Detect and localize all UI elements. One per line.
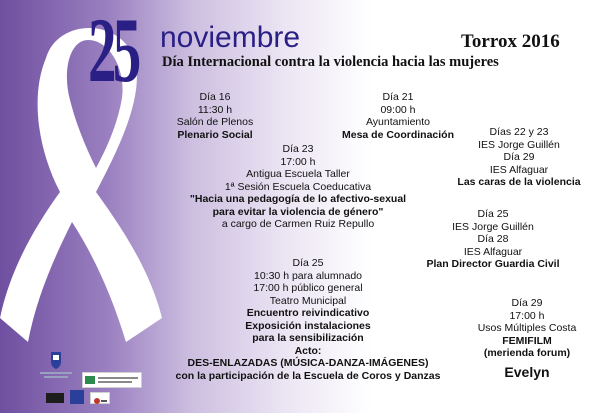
act-name: DES-ENLAZADAS (MÚSICA-DANZA-IMÁGENES)	[187, 357, 429, 369]
event-date: Días 22 y 23	[489, 126, 549, 138]
event-date: Día 29	[511, 297, 543, 309]
event-date: Día 21	[382, 91, 414, 103]
event-place: Antigua Escuela Taller	[246, 168, 350, 180]
film-title: Evelyn	[504, 364, 550, 380]
institutional-logo	[82, 372, 142, 388]
event-day-16	[165, 91, 265, 141]
event-title: Día Internacional contra la violencia hacia las mujeres	[162, 54, 499, 70]
event-line-2: Exposición instalaciones	[245, 319, 371, 332]
event-name: FEMIFILM	[502, 334, 552, 347]
talk-title-line-1: "Hacia una pedagogía de lo afectivo-sexual	[189, 193, 407, 205]
event-date: Día 16	[199, 91, 231, 103]
sponsor-mark-icon	[91, 396, 109, 406]
event-time-2: 17:00 h público general	[253, 282, 363, 294]
event-name: Plenario Social	[177, 128, 253, 141]
act-participation: con la participación de la Escuela de Coros y Danzas	[175, 370, 441, 382]
event-name: Mesa de Coordinación	[341, 128, 455, 141]
event-day-25	[228, 257, 388, 357]
event-days-22-23	[449, 126, 589, 189]
event-date: Día 23	[282, 143, 314, 155]
sponsor-logo-2	[70, 390, 84, 404]
event-date-2: Día 29	[503, 151, 535, 163]
month-heading: noviembre	[160, 21, 301, 54]
place-year: Torrox 2016	[461, 31, 560, 52]
event-name: Las caras de la violencia	[457, 176, 581, 188]
event-place: Teatro Municipal	[269, 294, 347, 307]
town-logo	[38, 350, 74, 380]
sponsor-logo-1	[46, 393, 64, 403]
event-place-2: IES Alfaguar	[463, 245, 523, 258]
sponsor-logo-3	[90, 392, 110, 404]
event-time: 17:00 h	[509, 309, 545, 322]
event-date: Día 25	[477, 208, 509, 220]
town-shield-icon	[38, 350, 74, 380]
event-guardia-civil	[413, 208, 573, 271]
act-label: Acto:	[294, 344, 322, 357]
event-time: 11:30 h	[197, 103, 233, 116]
event-line-1: Encuentro reivindicativo	[246, 307, 370, 319]
event-note: (merienda forum)	[483, 347, 571, 359]
event-day-21	[328, 91, 468, 141]
day-number: 25	[88, 0, 138, 101]
awareness-ribbon	[0, 0, 170, 413]
institution-emblem-icon	[83, 373, 141, 387]
event-speaker: a cargo de Carmen Ruiz Repullo	[221, 218, 375, 230]
event-place-2: IES Alfaguar	[489, 163, 549, 176]
event-line-3: para la sensibilización	[252, 332, 364, 344]
event-date: Día 25	[292, 257, 324, 269]
event-date-2: Día 28	[477, 233, 509, 245]
event-place: IES Jorge Guillén	[478, 138, 560, 151]
event-time: 09:00 h	[380, 103, 416, 116]
event-name: Plan Director Guardia Civil	[426, 258, 560, 270]
event-place: Salón de Plenos	[176, 116, 254, 128]
event-day-23	[168, 143, 428, 231]
talk-title-line-2: para evitar la violencia de género"	[212, 205, 384, 218]
event-place: Usos Múltiples Costa	[477, 322, 577, 334]
event-time: 17:00 h	[280, 155, 316, 168]
event-place: IES Jorge Guillén	[452, 220, 534, 233]
event-place: Ayuntamiento	[365, 116, 430, 128]
event-day-29	[462, 297, 592, 360]
event-session: 1ª Sesión Escuela Coeducativa	[224, 180, 372, 193]
event-time-1: 10:30 h para alumnado	[254, 269, 362, 282]
